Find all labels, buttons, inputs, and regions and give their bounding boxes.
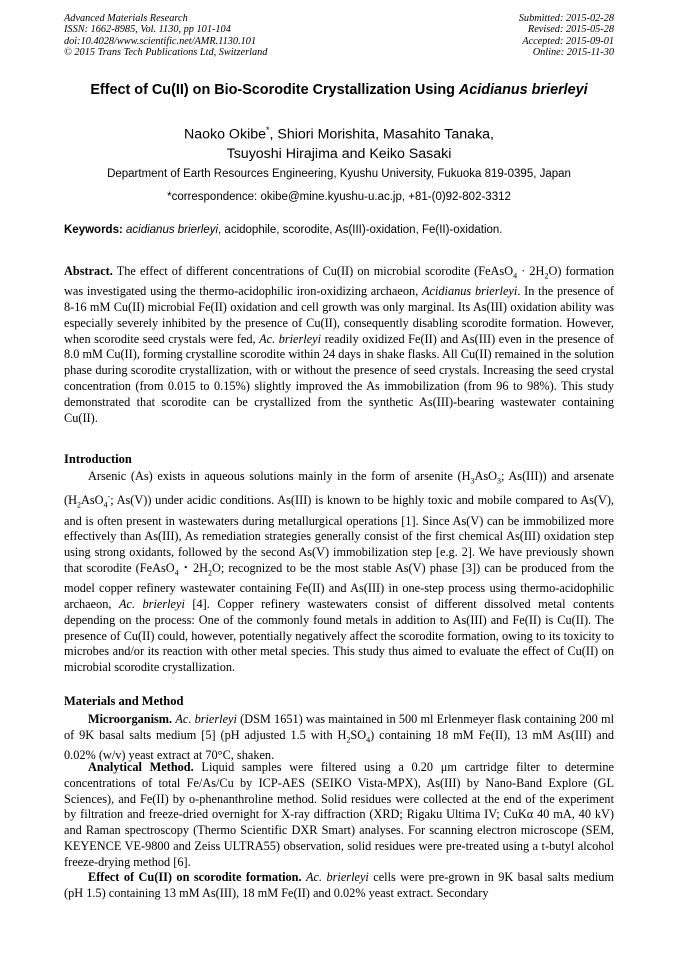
copyright-line: © 2015 Trans Tech Publications Ltd, Switzerland [64, 46, 268, 58]
author-list [64, 121, 614, 164]
keywords [64, 223, 614, 237]
intro-text: ; As(V)) under acidic conditions. As(III) is known to be highly toxic and mobile compared to As(V), and is often present in wastewaters during metallurgical operations [1]. Since As(V) can be immobilized more effectively than As(III), As remediation strategies generally consist of the first chemical As(III) oxidation step using strong oxidants, followed by the second As(V) immobilization step [e.g. 2]. We have previously shown that scorodite (FeAsO [64, 493, 614, 575]
abstract-text: . In the presence of 8-16 mM Cu(II) microbial Fe(II) oxidation and cell growth was only marginal. Its As(III) oxidation ability was especially severely inhibited by the presence of Cu(II), consequently disabling scorodite formation. However, when scorodite seed crystals were fed, [64, 284, 615, 346]
abstract-text: O) formation was investigated using the thermo-acidophilic iron-oxidizing archaeon, [64, 264, 615, 299]
methods-heading: Materials and Method [64, 694, 184, 708]
methods-analytical [64, 760, 614, 871]
microorganism-organism: Ac. brierleyi [175, 712, 237, 726]
coauthors-1: , Shiori Morishita, Masahito Tanaka, [269, 126, 494, 143]
intro-text: AsO [80, 493, 104, 508]
intro-text: O; recognized to be the most stable As(V) phase [3]) can be produced from the model copper refinery wastewater containing Fe(II) and As(III) in one-step process using thermo-acidophilic archaeon, [64, 560, 614, 612]
abstract-text: · [517, 264, 530, 278]
abstract-organism: Ac. brierleyi [259, 331, 322, 346]
accepted-date: Accepted: 2015-09-01 [522, 35, 614, 47]
methods-microorganism [64, 712, 614, 764]
intro-sub: 3 [497, 476, 501, 486]
microorganism-text: ) containing 18 mM Fe(II), 13 mM As(III) and 0.02% (w/v) yeast extract at 70°C, shaken. [64, 727, 615, 763]
introduction-paragraph [64, 469, 614, 676]
abstract-organism: Acidianus brierleyi [422, 284, 518, 299]
issn-line: ISSN: 1662-8985, Vol. 1130, pp 101-104 [64, 24, 231, 36]
effect-label: Effect of Cu(II) on scorodite formation. [88, 870, 302, 884]
intro-sub: 4 [174, 568, 179, 578]
intro-sub: 4 [103, 500, 108, 510]
abstract [64, 264, 614, 426]
author-line-2: Tsuyoshi Hirajima and Keiko Sasaki [226, 145, 452, 162]
abstract-sub: 2 [544, 271, 549, 281]
microorganism-text: (DSM 1651) was maintained in 500 ml Erlenmeyer flask containing 200 ml of 9K basal salts medium [5] (pH adjusted 1.5 with H [64, 712, 614, 742]
microorganism-sub: 2 [346, 735, 351, 745]
intro-text: [4]. Copper refinery wastewaters consist of different dissolved metal contents depending on the process: One of the commonly found metals in addition to As(III) and Fe(II) is Cu(II). The presence of Cu(II) could, however, potentially negatively affect the scorodite formation, owing to its toxicity to microbes and/or its reaction with other metal species. This study thus aimed to evaluate the effect of Cu(II) on microbial scorodite crystallization. [64, 597, 614, 675]
keywords-organism: acidianus brierleyi [126, 224, 219, 236]
corresponding-mark: * [266, 125, 270, 135]
keywords-label: Keywords: [64, 224, 123, 236]
intro-sub: 3 [470, 476, 475, 486]
intro-text: Arsenic (As) exists in aqueous solutions mainly in the form of arsenite (H [88, 469, 471, 483]
online-date: Online: 2015-11-30 [532, 46, 614, 58]
correspondence: *correspondence: okibe@mine.kyushu-u.ac.jp, +81-(0)92-802-3312 [167, 191, 511, 203]
microorganism-sub: 4 [366, 735, 371, 745]
intro-sup: - [107, 492, 111, 502]
abstract-text: The effect of different concentrations of Cu(II) on microbial scorodite (FeAsO [112, 264, 514, 278]
paper-title [64, 81, 614, 100]
microorganism-label: Microorganism. [88, 712, 173, 726]
intro-sub: 2 [207, 568, 212, 578]
intro-text: AsO [474, 469, 497, 483]
doi-line: doi:10.4028/www.scientific.net/AMR.1130.101 [64, 35, 257, 47]
effect-organism: Ac. brierleyi [306, 870, 369, 884]
abstract-text: readily oxidized Fe(II) and As(III) even in the presence of 8.0 mM Cu(II), forming crystalline scorodite within 24 days in shake flasks. All Cu(II) remained in the solution phase during scorodite crystallization, with or without the presence of seed crystals. Increasing the seed crystal concentration (from 0.015 to 0.15%) slightly improved the As immobilization (from 96 to 98%). This study demonstrated that scorodite can be crystallized from the synthetic As(III)-bearing wastewater containing Cu(II). [64, 331, 614, 425]
abstract-text: 2H [529, 264, 545, 278]
corresponding-author: Naoko Okibe [183, 126, 266, 143]
abstract-sub: 4 [513, 271, 518, 281]
intro-text: ; As(III)) and arsenate (H [64, 469, 614, 508]
submitted-date: Submitted: 2015-02-28 [518, 13, 614, 24]
intro-text: ・2H [178, 560, 208, 575]
keywords-rest: , acidophile, scorodite, As(III)-oxidation, Fe(II)-oxidation. [218, 224, 503, 236]
author-line-1 [64, 121, 614, 145]
abstract-label: Abstract. [64, 264, 113, 278]
journal-header-left [64, 13, 267, 58]
affiliation: Department of Earth Resources Engineering, Kyushu University, Fukuoka 819-0395, Japan [107, 168, 571, 180]
journal-header-right [519, 13, 614, 58]
microorganism-text: SO [350, 727, 367, 742]
methods-effect [64, 870, 614, 902]
title-organism: Acidianus brierleyi [458, 82, 588, 98]
revised-date: Revised: 2015-05-28 [527, 24, 614, 36]
intro-organism: Ac. brierleyi [118, 597, 185, 612]
journal-name: Advanced Materials Research [64, 13, 188, 24]
intro-sub: 2 [76, 500, 81, 510]
analytical-label: Analytical Method. [88, 760, 194, 774]
introduction-heading: Introduction [64, 452, 132, 466]
analytical-text: Liquid samples were filtered using a 0.20 μm cartridge filter to determine concentrations of total Fe/As/Cu by ICP-AES (SEIKO Vista-MPX), As(III) by Nano-Band Explore (GL Sciences), and Fe(II) by o-phenanthroline method. Solid residues were collected at the end of the experiment by filtration and freeze-dried overnight for X-ray diffraction (XRD; Rigaku Ultima IV; CuKα 40 mA, 40 kV) and Raman spectroscopy (Thermo Scientific DXR Smart) analyses. For scanning electron microscope (SEM, KEYENCE VE-9800 and Zeiss ULTRA55) observation, solid residues were pre-treated using a t-butyl alcohol freeze-drying method [6]. [64, 760, 614, 869]
title-main: Effect of Cu(II) on Bio-Scorodite Crystallization Using [90, 82, 459, 98]
effect-text: cells were pre-grown in 9K basal salts medium (pH 1.5) containing 13 mM As(III), 18 mM Fe(II) and 0.02% yeast extract. Secondary [64, 870, 614, 900]
